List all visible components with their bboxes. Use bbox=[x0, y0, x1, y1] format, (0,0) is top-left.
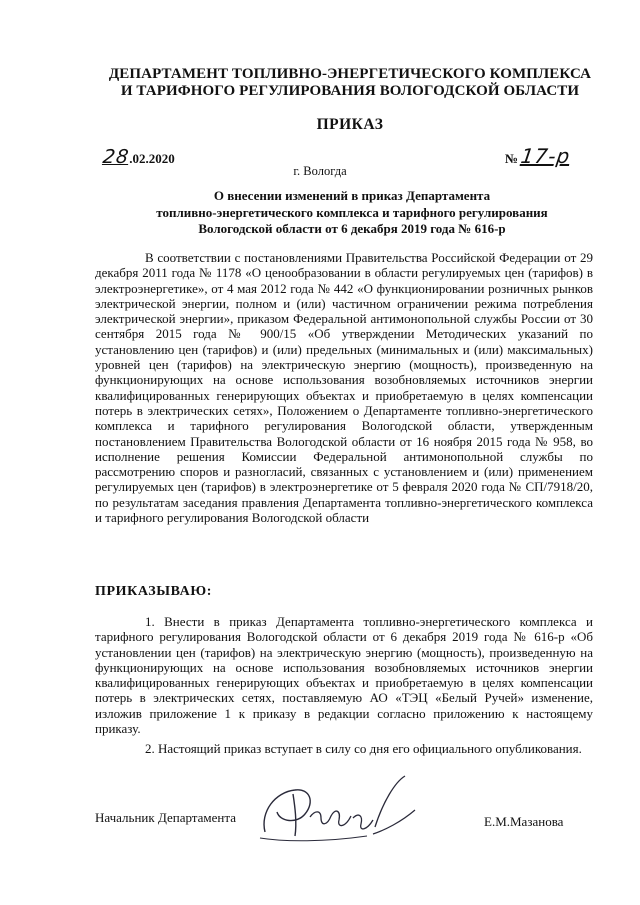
order-heading: ПРИКАЗ bbox=[316, 116, 384, 133]
department-line-1: ДЕПАРТАМЕНТ ТОПЛИВНО-ЭНЕРГЕТИЧЕСКОГО КОМПЛЕКСА bbox=[108, 66, 592, 82]
department-header bbox=[60, 66, 640, 100]
preamble-text: В соответствии с постановлениями Правительства Российской Федерации от 29 декабря 2011 года № 1178 «О ценообразовании в области регулируемых цен (тарифов) в электроэнергетике», от 4 мая 2012 года № 442 «О функционировании розничных рынков электрической энергии, полном и (или) частичном ограничении режима потребления электрической энергии», приказом Федеральной антимонопольной службы России от 30 сентября 2015 года № 900/15 «Об утверждении Методических указаний по установлению цен (тарифов) и (или) предельных (минимальных и (или) максимальных) уровней цен (тарифов) на электрическую энергию (мощность), произведенную на функционирующих на основе использования возобновляемых источников энергии квалифицированных генерирующих объектах и приобретаемую в целях компенсации потерь в электрических сетях», Положением о Департаменте топливно-энергетического комплекса и тарифного регулирования Вологодской области, утвержденным постановлением Правительства Вологодской области от 16 ноября 2015 года № 958, во исполнение решения Комиссии Федеральной антимонопольной службы по рассмотрению споров и разногласий, связанных с установлением и (или) применением регулируемых цен (тарифов) в электроэнергетике от 5 февраля 2020 года № СП/7918/20, по результатам заседания правления Департамента топливно-энергетического комплекса и тарифного регулирования Вологодской области bbox=[95, 250, 593, 526]
handwritten-signature bbox=[255, 772, 425, 847]
signer-title: Начальник Департамента bbox=[95, 810, 236, 825]
decree-word: ПРИКАЗЫВАЮ: bbox=[95, 584, 212, 599]
number-handwritten: 17-р bbox=[519, 144, 573, 168]
number-prefix: № bbox=[505, 151, 519, 166]
subject-line-3: Вологодской области от 6 декабря 2019 года № 616-р bbox=[198, 221, 506, 236]
date-rest: .02.2020 bbox=[129, 151, 175, 166]
signer-name: Е.М.Мазанова bbox=[484, 814, 564, 829]
item-1-text: 1. Внести в приказ Департамента топливно-энергетического комплекса и тарифного регулирования Вологодской области от 6 декабря 2019 года № 616-р «Об установлении цен (тарифов) на электрическую энергию (мощность), произведенную на функционирующих на основе использования возобновляемых источников энергии квалифицированных генерирующих объектах и приобретаемую в целях компенсации потерь в электрических сетях, поставляемую АО «ТЭЦ «Белый Ручей» изменение, изложив приложение 1 к приказу в редакции согласно приложению к настоящему приказу. bbox=[95, 614, 593, 737]
order-subject bbox=[110, 188, 594, 238]
city: г. Вологда bbox=[293, 164, 347, 178]
decree-item-2 bbox=[95, 741, 593, 756]
subject-line-2: топливно-энергетического комплекса и тарифного регулирования bbox=[156, 204, 548, 220]
decree-item-1 bbox=[95, 614, 593, 736]
preamble-paragraph bbox=[95, 250, 593, 525]
date-day-handwritten: 28 bbox=[101, 146, 131, 168]
department-line-2: И ТАРИФНОГО РЕГУЛИРОВАНИЯ ВОЛОГОДСКОЙ ОБЛАСТИ bbox=[120, 83, 580, 99]
subject-line-1: О внесении изменений в приказ Департамента bbox=[213, 188, 491, 203]
item-2-text: 2. Настоящий приказ вступает в силу со дня его официального опубликования. bbox=[145, 741, 582, 756]
